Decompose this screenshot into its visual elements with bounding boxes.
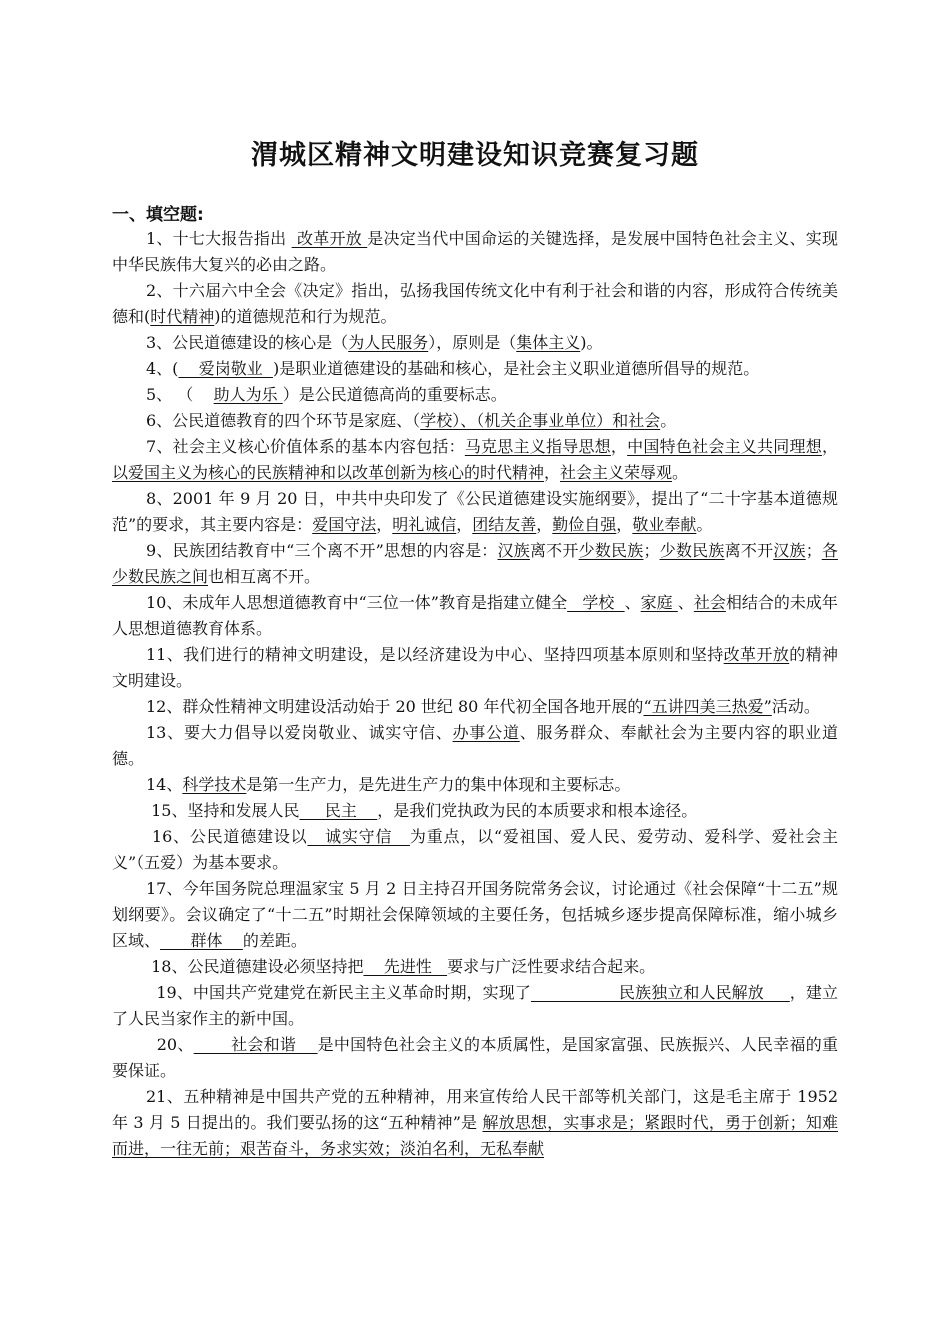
question-text: )。 bbox=[580, 333, 603, 352]
section-heading: 一、填空题: bbox=[112, 205, 204, 225]
answer-blank: 社会和谐 bbox=[193, 1035, 318, 1054]
question-text: 21、五种精神是中国共产党的五种精神，用来宣传给人民干部等机关部门，这是毛主席于 1952 年 3 月 5 日提出的。我们要弘扬的这“五种精神”是 bbox=[112, 1087, 844, 1132]
answer-blank: 学校 bbox=[567, 593, 625, 612]
answer-blank: 学校）、（机关企事业单位）和社会 bbox=[420, 411, 661, 430]
question-text: 17、今年国务院总理温家宝 5 月 2 日主持召开国务院常务会议，讨论通过《社会保障“十二五”规划纲要》。会议确定了“十二五”时期社会保障领域的主要任务，包括城乡逐步提高保障标准，缩小城乡区域、 bbox=[112, 879, 838, 950]
question-text: 的精神文明建设。 bbox=[112, 645, 838, 690]
answer-blank: 集体主义 bbox=[516, 333, 581, 352]
answer-blank: “五讲四美三热爱” bbox=[643, 697, 772, 716]
question-text: 4、( bbox=[146, 359, 179, 378]
question-text: ， bbox=[544, 463, 561, 482]
answer-blank: 各少数民族之间 bbox=[112, 541, 838, 586]
question-item bbox=[112, 798, 838, 824]
question-text: 。 bbox=[660, 411, 677, 430]
question-text: ； bbox=[643, 541, 660, 560]
question-item bbox=[112, 1084, 844, 1162]
question-text: ， bbox=[456, 515, 473, 534]
question-item bbox=[112, 382, 838, 408]
question-text: 19、中国共产党建党在新民主主义革命时期，实现了 bbox=[146, 983, 531, 1002]
question-text: 活动。 bbox=[771, 697, 820, 716]
answer-blank: 社会 bbox=[693, 593, 726, 612]
answer-blank: 科学技术 bbox=[182, 775, 247, 794]
question-text: 20、 bbox=[146, 1035, 194, 1054]
question-text: )是职业道德建设的基础和核心，是社会主义职业道德所倡导的规范。 bbox=[272, 359, 760, 378]
answer-blank: 爱国守法 bbox=[312, 515, 377, 534]
answer-blank: 民族独立和人民解放 bbox=[530, 983, 790, 1002]
answer-blank: 少数民族 bbox=[578, 541, 644, 560]
answer-blank: 解放思想，实事求是；紧跟时代，勇于创新；知难而进，一往无前；艰苦奋斗，务求实效；淡泊名利，无私奉献 bbox=[112, 1113, 838, 1158]
answer-blank: 少数民族 bbox=[659, 541, 725, 560]
answer-blank: 先进性 bbox=[363, 957, 448, 976]
answer-blank: 助人为乐 bbox=[213, 385, 283, 404]
question-text: 11、我们进行的精神文明建设，是以经济建设为中心、坚持四项基本原则和坚持 bbox=[146, 645, 724, 664]
question-item bbox=[112, 980, 838, 1032]
answer-blank: 勤俭自强 bbox=[552, 515, 617, 534]
answer-blank: 改革开放 bbox=[291, 229, 368, 248]
question-item bbox=[112, 538, 838, 590]
question-item bbox=[112, 642, 838, 694]
question-text: ， bbox=[610, 437, 628, 456]
answer-blank: 改革开放 bbox=[723, 645, 790, 664]
question-item bbox=[112, 278, 838, 330]
question-text: 。 bbox=[696, 515, 713, 534]
answer-blank: 敬业奉献 bbox=[632, 515, 697, 534]
answer-blank: 家庭 bbox=[640, 593, 678, 612]
question-text: ），原则是（ bbox=[428, 333, 517, 352]
question-text: 、 bbox=[624, 593, 641, 612]
question-item bbox=[112, 876, 838, 954]
question-text: ， bbox=[536, 515, 553, 534]
question-text: )的道德规范和行为规范。 bbox=[214, 307, 397, 326]
answer-blank: 诚实守信 bbox=[307, 827, 410, 846]
question-text: ， bbox=[616, 515, 633, 534]
question-text: 5、 （ bbox=[146, 385, 214, 404]
answer-blank: 明礼诚信 bbox=[392, 515, 457, 534]
question-text: 为重点，以“爱祖国、爱人民、爱劳动、爱科学、爱社会主义”（五爱）为基本要求。 bbox=[112, 827, 838, 872]
question-text: 8、2001 年 9 月 20 日，中共中央印发了《公民道德建设实施纲要》，提出了“二十字基本道德规范”的要求，其主要内容是： bbox=[112, 489, 838, 534]
question-item bbox=[112, 330, 838, 356]
answer-blank: 汉族 bbox=[773, 541, 806, 560]
question-text: 离不开 bbox=[724, 541, 774, 560]
question-item bbox=[112, 486, 838, 538]
question-item bbox=[112, 772, 838, 798]
answer-blank: 爱岗敬业 bbox=[178, 359, 273, 378]
question-text: 。 bbox=[672, 463, 689, 482]
question-text: ； bbox=[805, 541, 822, 560]
answer-blank: 汉族 bbox=[497, 541, 530, 560]
question-text: 1、十七大报告指出 bbox=[146, 229, 292, 248]
answer-blank: 为人民服务 bbox=[348, 333, 429, 352]
question-text: 、 bbox=[677, 593, 694, 612]
question-text: 2、十六届六中全会《决定》指出，弘扬我国传统文化中有利于社会和谐的内容，形成符合传统美德和( bbox=[112, 281, 838, 326]
answer-blank: 民主 bbox=[299, 801, 378, 820]
question-text: 6、公民道德教育的四个环节是家庭、（ bbox=[146, 411, 421, 430]
question-text: 9、民族团结教育中“三个离不开”思想的内容是： bbox=[146, 541, 498, 560]
question-text: ， bbox=[376, 515, 393, 534]
question-text: 10、未成年人思想道德教育中“三位一体”教育是指建立健全 bbox=[146, 593, 568, 612]
question-item bbox=[112, 954, 838, 980]
question-text: 16、公民道德建设以 bbox=[146, 827, 308, 846]
answer-blank: 办事公道 bbox=[452, 723, 520, 742]
question-text: 12、群众性精神文明建设活动始于 20 世纪 80 年代初全国各地开展的 bbox=[146, 697, 644, 716]
question-text: 是中国特色社会主义的本质属性，是国家富强、民族振兴、人民幸福的重要保证。 bbox=[112, 1035, 838, 1080]
question-item bbox=[112, 434, 838, 486]
answer-blank: 以爱国主义为核心的民族精神和以改革创新为核心的时代精神 bbox=[112, 463, 545, 482]
question-text: 是第一生产力，是先进生产力的集中体现和主要标志。 bbox=[246, 775, 631, 794]
question-list bbox=[112, 226, 844, 1162]
question-text: 离不开 bbox=[529, 541, 579, 560]
question-text: 15、坚持和发展人民 bbox=[146, 801, 300, 820]
question-item bbox=[112, 590, 838, 642]
question-text: 14、 bbox=[146, 775, 183, 794]
answer-blank: 社会主义荣辱观 bbox=[560, 463, 673, 482]
question-text: 7、社会主义核心价值体系的基本内容包括： bbox=[146, 437, 465, 456]
question-item bbox=[112, 720, 838, 772]
question-text: ，建立了人民当家作主的新中国。 bbox=[112, 983, 838, 1028]
answer-blank: 马克思主义指导思想 bbox=[464, 437, 611, 456]
question-text: 的差距。 bbox=[242, 931, 307, 950]
answer-blank: 群体 bbox=[160, 931, 243, 950]
question-text: ，是我们党执政为民的本质要求和根本途径。 bbox=[377, 801, 698, 820]
question-text: 相结合的未成年人思想道德教育体系。 bbox=[112, 593, 838, 638]
question-text: 13、要大力倡导以爱岗敬业、诚实守信、 bbox=[146, 723, 453, 742]
question-item bbox=[112, 1032, 838, 1084]
question-item bbox=[112, 694, 838, 720]
answer-blank: 中国特色社会主义共同理想 bbox=[627, 437, 822, 456]
question-text: ， bbox=[821, 437, 838, 456]
question-item bbox=[112, 408, 838, 434]
question-text: 要求与广泛性要求结合起来。 bbox=[447, 957, 656, 976]
question-item bbox=[112, 226, 838, 278]
question-item bbox=[112, 356, 838, 382]
question-text: ）是公民道德高尚的重要标志。 bbox=[282, 385, 507, 404]
document-title: 渭城区精神文明建设知识竞赛复习题 bbox=[251, 140, 699, 171]
question-text: 18、公民道德建设必须坚持把 bbox=[146, 957, 364, 976]
question-text: 是决定当代中国命运的关键选择，是发展中国特色社会主义、实现中华民族伟大复兴的必由之路。 bbox=[112, 229, 838, 274]
question-item bbox=[112, 824, 838, 876]
answer-blank: 时代精神 bbox=[150, 307, 215, 326]
question-text: 、服务群众、奉献社会为主要内容的职业道德。 bbox=[112, 723, 838, 768]
answer-blank: 团结友善 bbox=[472, 515, 537, 534]
question-text: 也相互离不开。 bbox=[208, 567, 321, 586]
question-text: 3、公民道德建设的核心是（ bbox=[146, 333, 349, 352]
